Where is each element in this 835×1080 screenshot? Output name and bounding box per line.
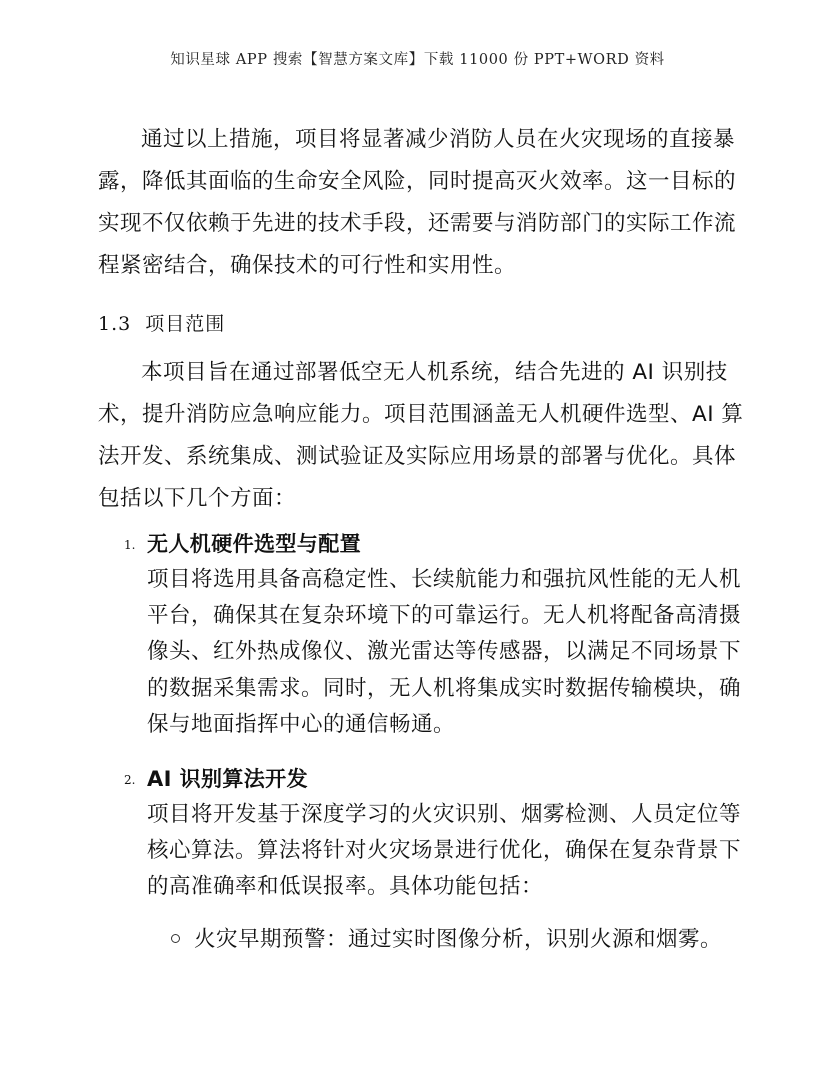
list-item-title: AI 识别算法开发 — [147, 767, 308, 791]
sub-list-item — [171, 922, 722, 953]
list-item-number: 1. — [124, 538, 136, 552]
sub-list-item-text: 火灾早期预警：通过实时图像分析，识别火源和烟雾。 — [194, 927, 723, 952]
list-item-title: 无人机硬件选型与配置 — [147, 532, 361, 556]
page-header: 知识星球 APP 搜索【智慧方案文库】下载 11000 份 PPT+WORD 资料 — [170, 52, 665, 68]
intro-paragraph: 通过以上措施，项目将显著减少消防人员在火灾现场的直接暴露，降低其面临的生命安全风险，同时提高灭火效率。这一目标的实现不仅依赖于先进的技术手段，还需要与消防部门的实际工作流程紧密结合，确保技术的可行性和实用性。 — [98, 127, 737, 278]
section-paragraph: 本项目旨在通过部署低空无人机系统，结合先进的 AI 识别技术，提升消防应急响应能力。项目范围涵盖无人机硬件选型、AI 算法开发、系统集成、测试验证及实际应用场景的部署与优化。具体包括以下几个方面： — [98, 360, 744, 511]
list-item-number: 2. — [124, 773, 136, 787]
section-body — [98, 352, 748, 520]
list-item-description: 项目将选用具备高稳定性、长续航能力和强抗风性能的无人机平台，确保其在复杂环境下的可靠运行。无人机将配备高清摄像头、红外热成像仪、激光雷达等传感器，以满足不同场景下的数据采集需求。同时，无人机将集成实时数据传输模块，确保与地面指挥中心的通信畅通。 — [147, 567, 742, 737]
list-item-description: 项目将开发基于深度学习的火灾识别、烟雾检测、人员定位等核心算法。算法将针对火灾场景进行优化，确保在复杂背景下的高准确率和低误报率。具体功能包括： — [147, 802, 742, 900]
section-heading — [98, 309, 225, 336]
intro-section — [98, 119, 748, 287]
section-title: 项目范围 — [145, 313, 226, 335]
circle-bullet-icon — [171, 934, 180, 943]
section-number: 1.3 — [98, 313, 132, 335]
